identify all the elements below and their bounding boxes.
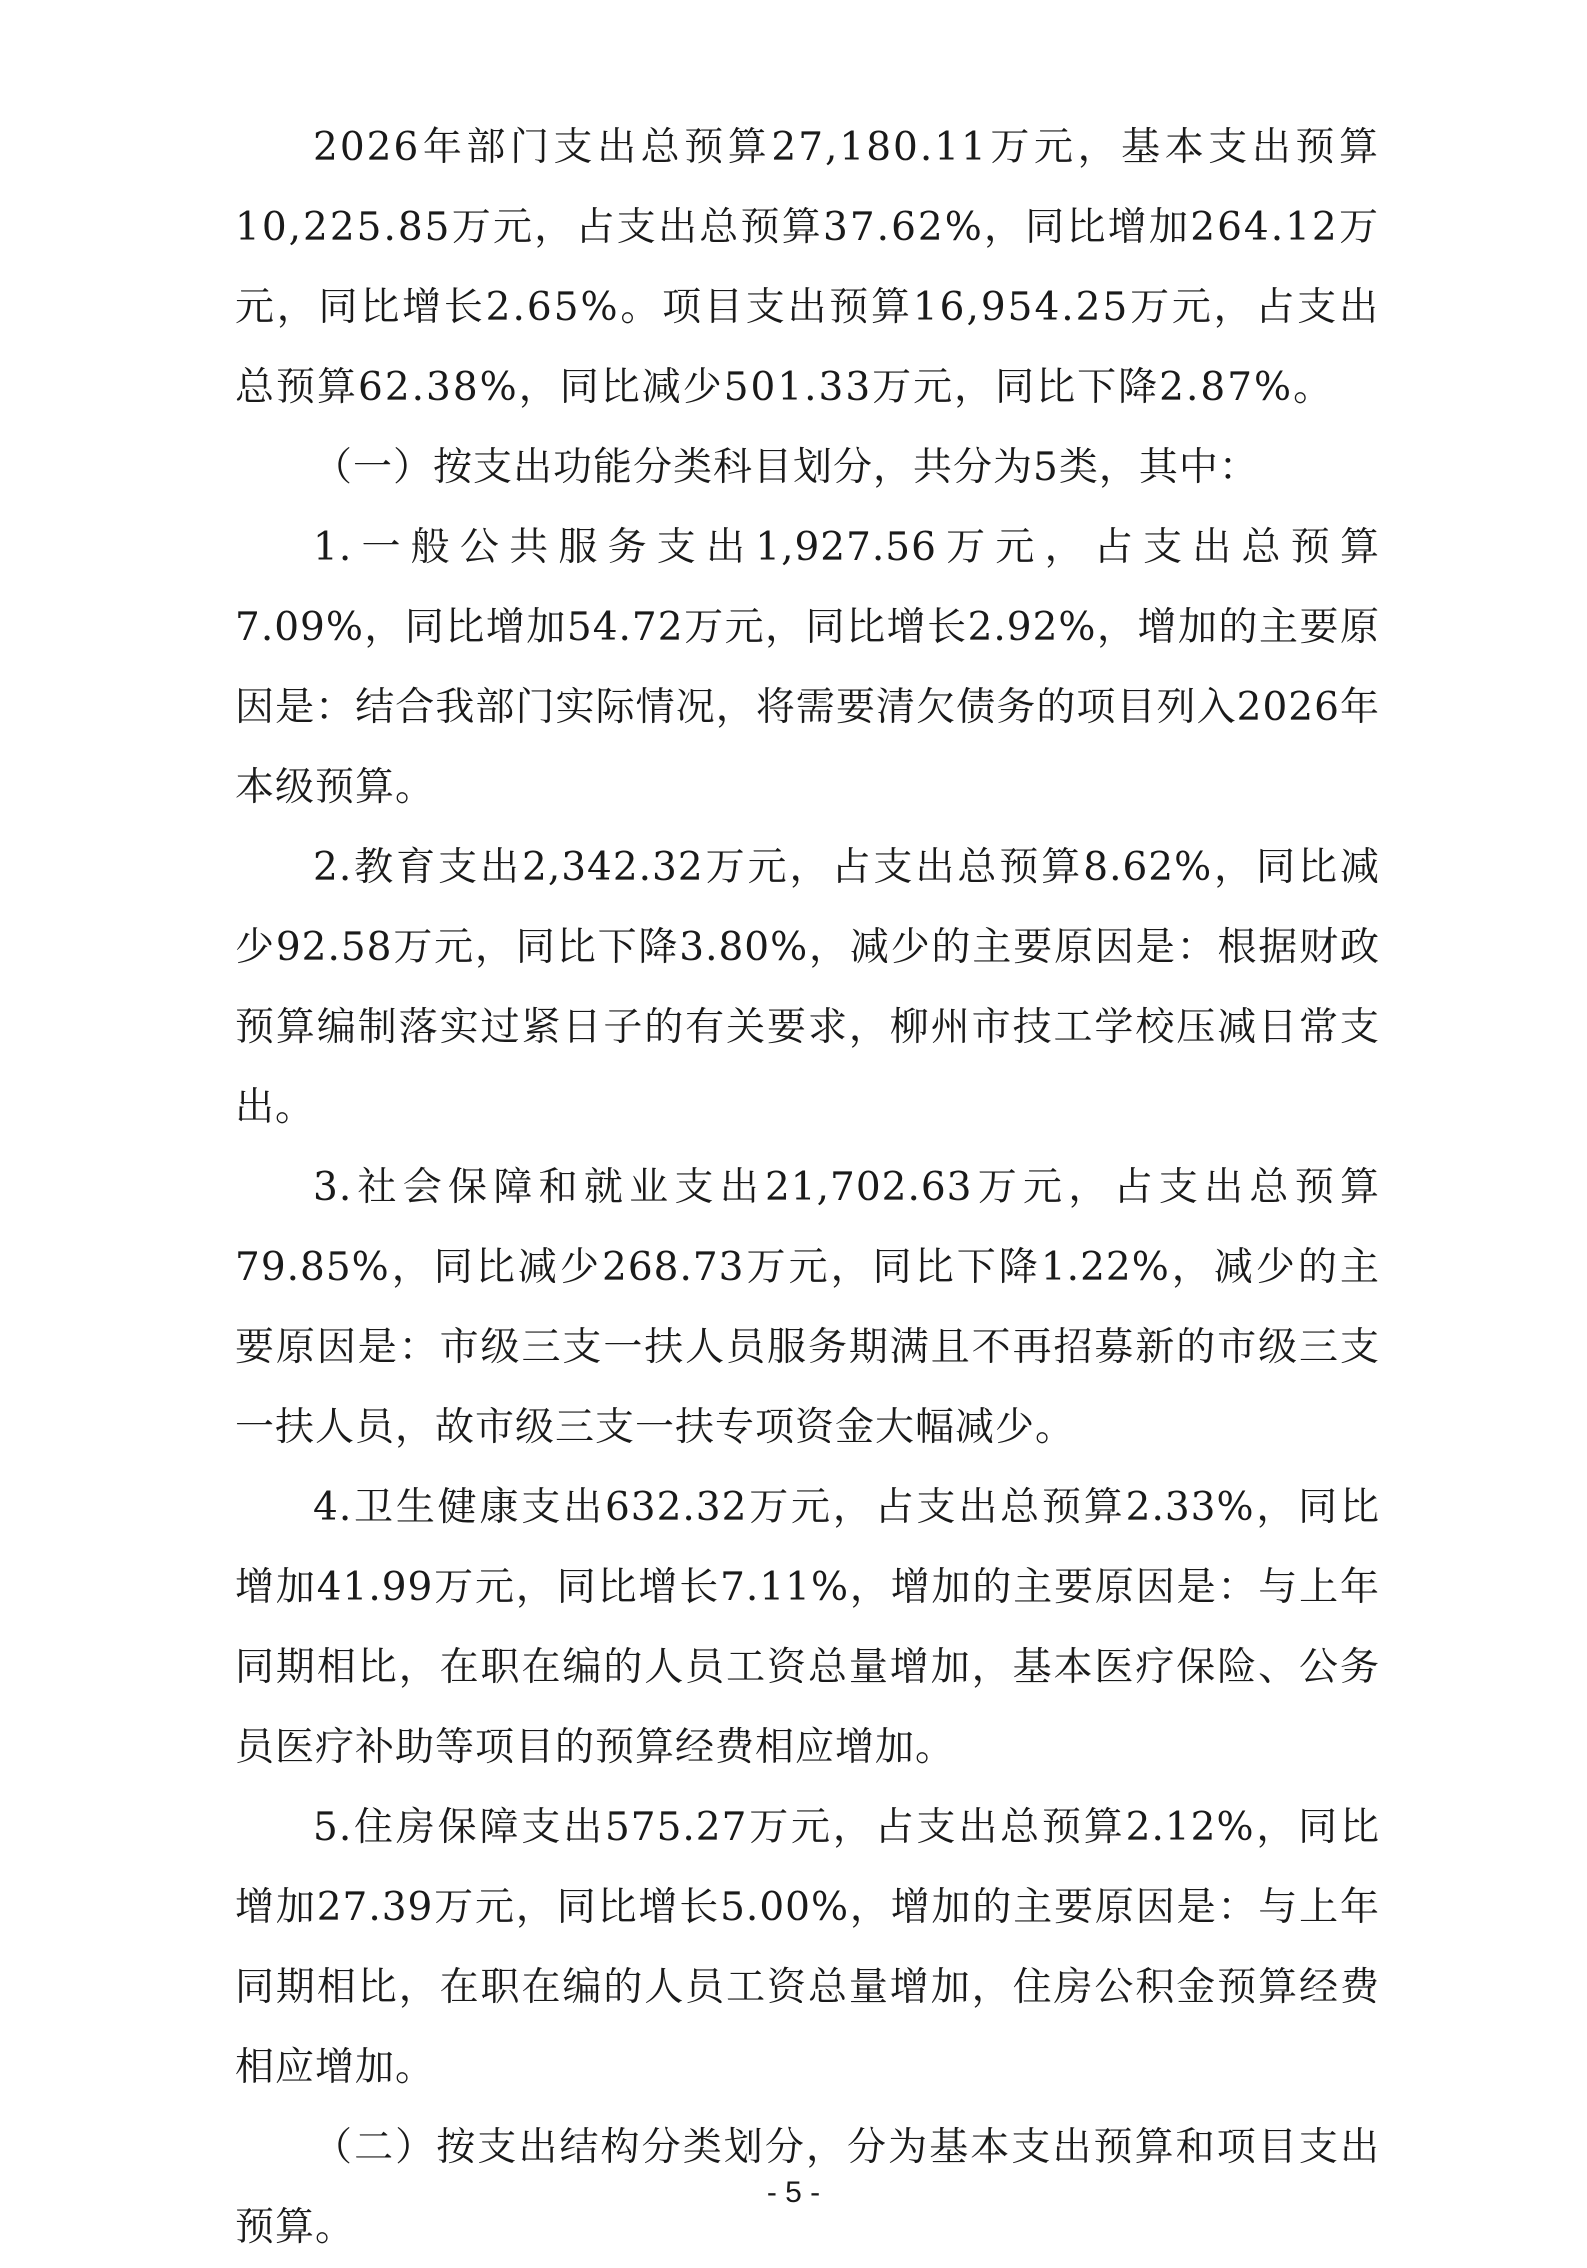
item-health: 4.卫生健康支出632.32万元，占支出总预算2.33%，同比增加41.99万元，同比增长7.11%，增加的主要原因是：与上年同期相比，在职在编的人员工资总量增加，基本医疗保险、公务员医疗补助等项目的预算经费相应增加。 (235, 1485, 1380, 1770)
summary-paragraph: 2026年部门支出总预算27,180.11万元，基本支出预算10,225.85万元，占支出总预算37.62%，同比增加264.12万元，同比增长2.65%。项目支出预算16,954.25万元，占支出总预算62.38%，同比减少501.33万元，同比下降2.87%。 (235, 125, 1380, 410)
item-social-security-employment: 3.社会保障和就业支出21,702.63万元，占支出总预算79.85%，同比减少268.73万元，同比下降1.22%，减少的主要原因是：市级三支一扶人员服务期满且不再招募新的市级三支一扶人员，故市级三支一扶专项资金大幅减少。 (235, 1165, 1380, 1450)
item-general-public-services: 1.一般公共服务支出1,927.56万元，占支出总预算7.09%，同比增加54.72万元，同比增长2.92%，增加的主要原因是：结合我部门实际情况，将需要清欠债务的项目列入2026年本级预算。 (235, 525, 1380, 810)
item-education: 2.教育支出2,342.32万元，占支出总预算8.62%，同比减少92.58万元，同比下降3.80%，减少的主要原因是：根据财政预算编制落实过紧日子的有关要求，柳州市技工学校压减日常支出。 (235, 845, 1380, 1130)
page-number: - 5 - (766, 2176, 821, 2209)
section-heading-structure-classification: （二）按支出结构分类划分，分为基本支出预算和项目支出预算。 (235, 2125, 1380, 2250)
item-housing: 5.住房保障支出575.27万元，占支出总预算2.12%，同比增加27.39万元，同比增长5.00%，增加的主要原因是：与上年同期相比，在职在编的人员工资总量增加，住房公积金预算经费相应增加。 (235, 1805, 1380, 2090)
section-heading-functional-classification: （一）按支出功能分类科目划分，共分为5类，其中： (313, 445, 1259, 490)
document-body (235, 108, 1380, 2268)
